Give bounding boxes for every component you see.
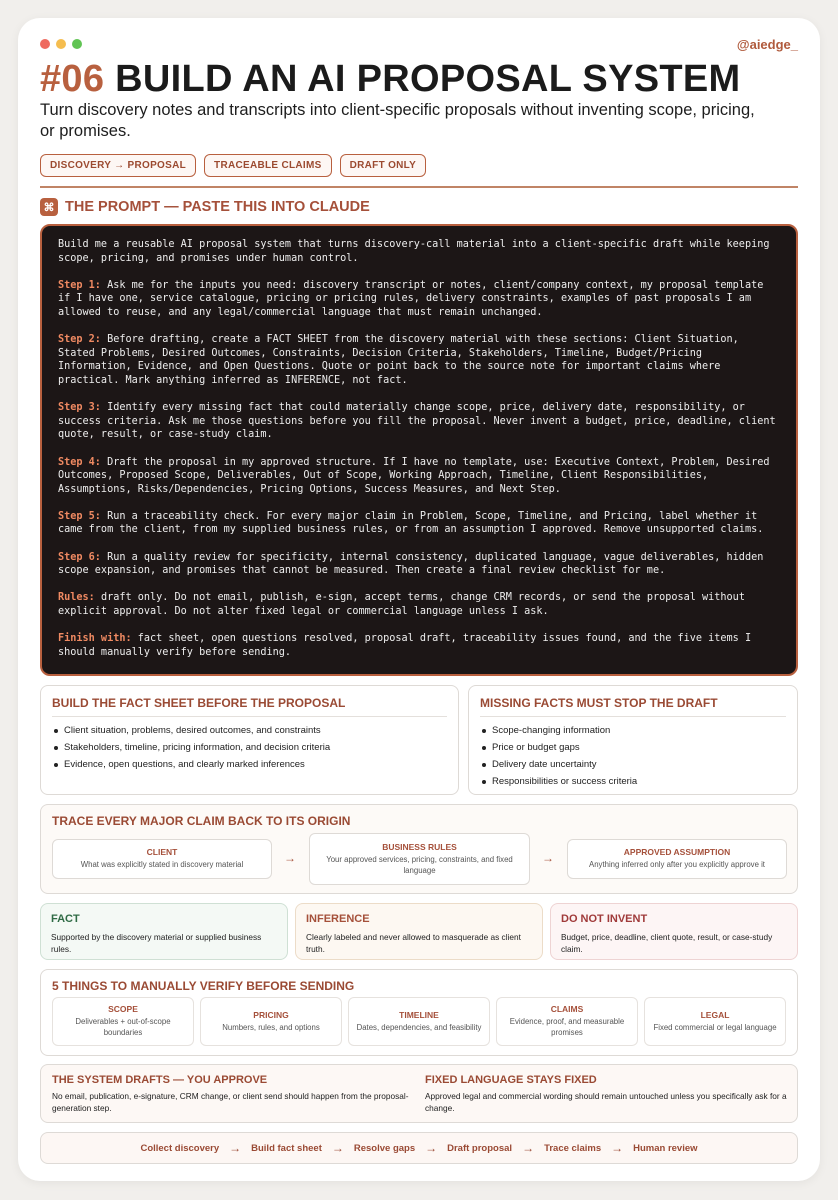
- prompt-step: Step 4: Draft the proposal in my approved structure. If I have no template, use: Executive Context, Problem, Desired Outcomes, Proposed Scope, Deliverables, Out of Scope, Working Approach, Timeline, Client Responsibilities, Assumptions, Risks/Dependencies, Pricing Options, Success Measures, and Next Step.: [58, 456, 770, 495]
- prompt-heading-text: THE PROMPT — PASTE THIS INTO CLAUDE: [65, 199, 370, 215]
- missing-facts-panel: [468, 685, 798, 795]
- arrow-icon: →: [425, 1141, 438, 1155]
- arrow-icon: →: [542, 851, 554, 865]
- principle-drafts: THE SYSTEM DRAFTS — YOU APPROVE No email, publication, e-signature, CRM change, or client send should happen from the proposal-generation step.: [52, 1074, 409, 1113]
- inference-label-card: INFERENCE Clearly labeled and never allowed to masquerade as client truth.: [295, 903, 543, 960]
- principle-fixed-language: FIXED LANGUAGE STAYS FIXED Approved legal and commercial wording should remain untouched unless you specifically ask for a change.: [425, 1074, 787, 1113]
- title-text: BUILD AN AI PROPOSAL SYSTEM: [115, 58, 741, 100]
- page-title: [40, 58, 740, 101]
- prompt-step: Step 1: Ask me for the inputs you need: discovery transcript or notes, client/company context, my proposal template if I have one, service catalogue, pricing or pricing rules, delivery constraints, examples of past proposals I am allowed to reuse, and any legal/commercial language that must remain unchanged.: [58, 279, 764, 318]
- close-dot[interactable]: [40, 39, 50, 49]
- list-item: Stakeholders, timeline, pricing information, and decision criteria: [52, 742, 447, 753]
- author-handle[interactable]: @aiedge_: [736, 37, 798, 52]
- prompt-step: Step 3: Identify every missing fact that could materially change scope, price, delivery date, responsibility, or success criteria. Ask me those questions before you fill the proposal. Never invent a budget, price, deadline, client quote, result, or case-study claim.: [58, 402, 776, 441]
- list-item: Client situation, problems, desired outcomes, and constraints: [52, 725, 447, 736]
- verify-item-claims: CLAIMS Evidence, proof, and measurable promises: [496, 997, 638, 1046]
- trace-title: TRACE EVERY MAJOR CLAIM BACK TO ITS ORIGIN: [52, 814, 351, 828]
- flow-step: Resolve gaps: [353, 1142, 416, 1154]
- tag-list: [40, 154, 426, 177]
- tag-discovery-proposal: DISCOVERY → PROPOSAL: [40, 154, 196, 177]
- prompt-step: Step 2: Before drafting, create a FACT SHEET from the discovery material with these sections: Client Situation, Stated Problems, Desired Outcomes, Constraints, Decision Criteria, Stakeholders, Timeline, Budget/Pricing Information, Evidence, and Open Questions. Quote or point back to the source note for important claims where practical. Mark anything inferred as INFERENCE, not fact.: [58, 334, 739, 386]
- prompt-intro: Build me a reusable AI proposal system that turns discovery-call material into a client-specific draft while keeping scope, pricing, and promises under human control.: [58, 239, 770, 264]
- trace-node-client: CLIENT What was explicitly stated in discovery material: [52, 839, 272, 879]
- workflow-strip: [40, 1132, 798, 1164]
- command-icon: ⌘: [40, 198, 58, 216]
- prompt-step: Step 5: Run a traceability check. For every major claim in Problem, Scope, Timeline, and Pricing, label whether it came from the client, from my supplied business rules, or from an assumption I approved. Remove unsupported claims.: [58, 510, 764, 536]
- trace-node-business-rules: BUSINESS RULES Your approved services, pricing, constraints, and fixed language: [309, 833, 530, 885]
- prompt-step: Step 6: Run a quality review for specificity, internal consistency, duplicated language, vague deliverables, hidden scope expansion, and promises that cannot be measured. Then create a final review checklist for me.: [58, 551, 764, 577]
- prompt-code-block[interactable]: [40, 224, 798, 676]
- list-item: Evidence, open questions, and clearly marked inferences: [52, 759, 447, 770]
- arrow-icon: →: [284, 851, 296, 865]
- fact-sheet-title: BUILD THE FACT SHEET BEFORE THE PROPOSAL: [52, 696, 346, 710]
- fact-label-card: FACT Supported by the discovery material or supplied business rules.: [40, 903, 288, 960]
- minimize-dot[interactable]: [56, 39, 66, 49]
- trace-node-approved-assumption: APPROVED ASSUMPTION Anything inferred only after you explicitly approve it: [567, 839, 787, 879]
- arrow-icon: →: [331, 1141, 344, 1155]
- flow-step: Draft proposal: [447, 1142, 513, 1154]
- verify-item-legal: LEGAL Fixed commercial or legal language: [644, 997, 786, 1046]
- arrow-icon: →: [522, 1141, 535, 1155]
- prompt-finish: Finish with: fact sheet, open questions resolved, proposal draft, traceability issues found, and the five items I should manually verify before sending.: [58, 633, 752, 658]
- verify-item-timeline: TIMELINE Dates, dependencies, and feasibility: [348, 997, 490, 1046]
- arrow-icon: →: [611, 1141, 624, 1155]
- flow-step: Collect discovery: [140, 1142, 220, 1154]
- maximize-dot[interactable]: [72, 39, 82, 49]
- window-controls: [40, 39, 82, 49]
- flow-step: Human review: [633, 1142, 698, 1154]
- page-subtitle: Turn discovery notes and transcripts into client-specific proposals without inventing scope, pricing, or promises.: [40, 101, 755, 141]
- verify-panel: [40, 969, 798, 1056]
- flow-step: Trace claims: [544, 1142, 602, 1154]
- verify-title: 5 THINGS TO MANUALLY VERIFY BEFORE SENDING: [52, 979, 355, 993]
- title-number: #06: [40, 58, 105, 100]
- prompt-heading: [40, 198, 370, 216]
- fact-sheet-panel: [40, 685, 459, 795]
- verify-item-pricing: PRICING Numbers, rules, and options: [200, 997, 342, 1046]
- list-item: Price or budget gaps: [480, 742, 786, 753]
- missing-facts-title: MISSING FACTS MUST STOP THE DRAFT: [480, 696, 718, 710]
- principles-panel: [40, 1064, 798, 1123]
- do-not-invent-label-card: DO NOT INVENT Budget, price, deadline, client quote, result, or case-study claim.: [550, 903, 798, 960]
- list-item: Delivery date uncertainty: [480, 759, 786, 770]
- tag-traceable-claims: TRACEABLE CLAIMS: [204, 154, 332, 177]
- arrow-icon: →: [229, 1141, 242, 1155]
- tag-draft-only: DRAFT ONLY: [340, 154, 427, 177]
- flow-step: Build fact sheet: [251, 1142, 322, 1154]
- trace-panel: [40, 804, 798, 894]
- list-item: Responsibilities or success criteria: [480, 776, 786, 787]
- divider: [40, 186, 798, 188]
- prompt-rules: Rules: draft only. Do not email, publish, e-sign, accept terms, change CRM records, or send the proposal without explicit approval. Do not alter fixed legal or commercial language unless I ask.: [58, 592, 745, 618]
- verify-item-scope: SCOPE Deliverables + out-of-scope boundaries: [52, 997, 194, 1046]
- list-item: Scope-changing information: [480, 725, 786, 736]
